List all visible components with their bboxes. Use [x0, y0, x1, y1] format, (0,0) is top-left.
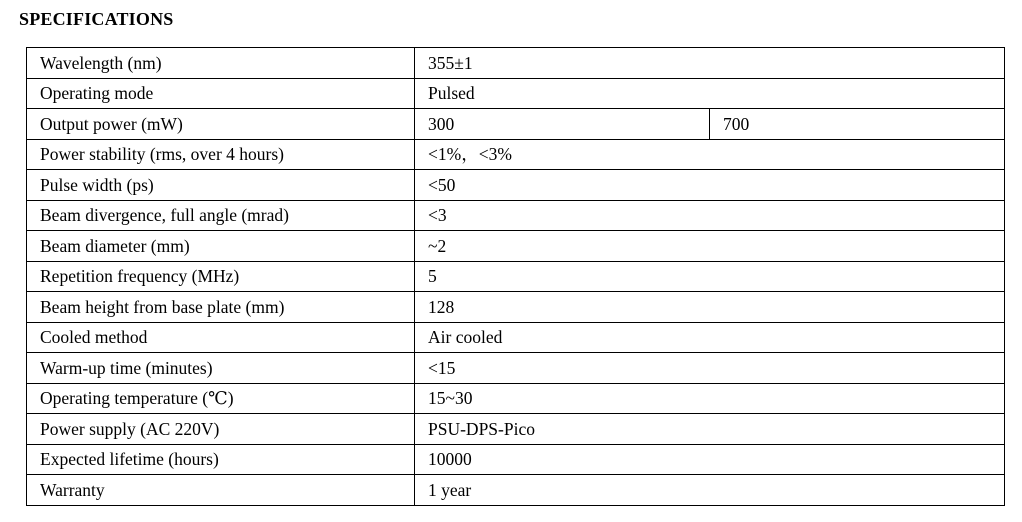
spec-value: 128 — [415, 292, 1005, 323]
spec-value: Pulsed — [415, 78, 1005, 109]
spec-label: Pulse width (ps) — [27, 170, 415, 201]
spec-label: Beam divergence, full angle (mrad) — [27, 200, 415, 231]
spec-label: Cooled method — [27, 322, 415, 353]
table-row — [27, 139, 1005, 170]
table-row — [27, 444, 1005, 475]
spec-value: 5 — [415, 261, 1005, 292]
table-row — [27, 475, 1005, 506]
spec-value: ~2 — [415, 231, 1005, 262]
spec-value: 300 — [415, 109, 710, 140]
table-row — [27, 200, 1005, 231]
spec-value: <50 — [415, 170, 1005, 201]
spec-value: 700 — [710, 109, 1005, 140]
spec-label: Beam height from base plate (mm) — [27, 292, 415, 323]
spec-value: <1%，<3% — [415, 139, 1005, 170]
spec-value: Air cooled — [415, 322, 1005, 353]
spec-value: 15~30 — [415, 383, 1005, 414]
specifications-table — [26, 47, 1005, 506]
table-row — [27, 383, 1005, 414]
spec-value: 355±1 — [415, 48, 1005, 79]
table-row — [27, 78, 1005, 109]
spec-value: PSU-DPS-Pico — [415, 414, 1005, 445]
spec-label: Operating temperature (℃) — [27, 383, 415, 414]
table-row — [27, 414, 1005, 445]
spec-label: Power stability (rms, over 4 hours) — [27, 139, 415, 170]
spec-label: Beam diameter (mm) — [27, 231, 415, 262]
table-row — [27, 292, 1005, 323]
spec-label: Output power (mW) — [27, 109, 415, 140]
table-row — [27, 109, 1005, 140]
table-row — [27, 170, 1005, 201]
spec-label: Wavelength (nm) — [27, 48, 415, 79]
table-row — [27, 231, 1005, 262]
spec-label: Operating mode — [27, 78, 415, 109]
section-heading: SPECIFICATIONS — [19, 9, 174, 29]
specifications-table-body — [27, 48, 1005, 506]
spec-label: Expected lifetime (hours) — [27, 444, 415, 475]
spec-label: Power supply (AC 220V) — [27, 414, 415, 445]
spec-label: Warm-up time (minutes) — [27, 353, 415, 384]
table-row — [27, 261, 1005, 292]
spec-value: 10000 — [415, 444, 1005, 475]
spec-value: 1 year — [415, 475, 1005, 506]
spec-value: <3 — [415, 200, 1005, 231]
table-row — [27, 322, 1005, 353]
table-row — [27, 353, 1005, 384]
spec-value: <15 — [415, 353, 1005, 384]
spec-label: Repetition frequency (MHz) — [27, 261, 415, 292]
spec-label: Warranty — [27, 475, 415, 506]
table-row — [27, 48, 1005, 79]
